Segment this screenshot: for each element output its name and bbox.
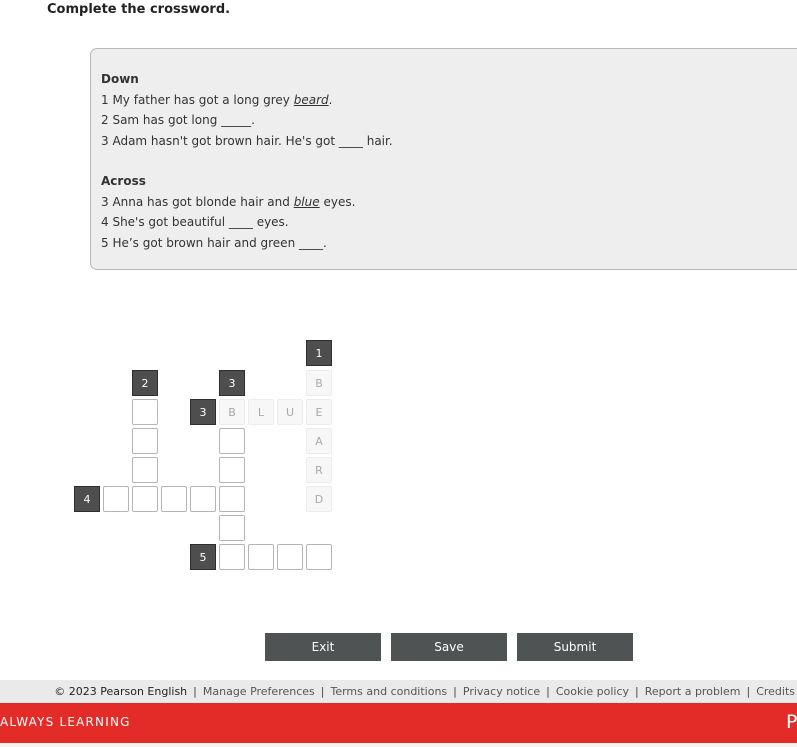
crossword-cell-input[interactable] bbox=[132, 399, 158, 425]
crossword-cell-filled: B bbox=[306, 370, 332, 396]
crossword-cell-input[interactable] bbox=[103, 486, 129, 512]
bottom-strip bbox=[0, 743, 797, 747]
credits-link[interactable]: Credits bbox=[756, 685, 795, 698]
copyright: © 2023 Pearson English bbox=[54, 685, 188, 698]
crossword-cell-input[interactable] bbox=[277, 544, 303, 570]
save-button[interactable]: Save bbox=[391, 633, 507, 661]
down-heading: Down bbox=[101, 72, 139, 86]
crossword-cell-filled: E bbox=[306, 399, 332, 425]
across-clue-5: 5 He’s got brown hair and green ____. bbox=[101, 235, 327, 250]
crossword-cell-input[interactable] bbox=[219, 457, 245, 483]
crossword-cell-input[interactable] bbox=[219, 515, 245, 541]
crossword-cell-input[interactable] bbox=[132, 457, 158, 483]
down-clue-1: 1 My father has got a long grey beard. bbox=[101, 92, 333, 107]
brand-tagline: ALWAYS LEARNING bbox=[0, 715, 131, 729]
manage-preferences-link[interactable]: Manage Preferences bbox=[202, 685, 315, 698]
number-cell-4-across: 4 bbox=[74, 486, 100, 512]
number-cell-2-down: 2 bbox=[132, 370, 158, 396]
crossword-cell-filled: B bbox=[219, 399, 245, 425]
number-cell-5-across: 5 bbox=[190, 544, 216, 570]
crossword-cell-input[interactable] bbox=[161, 486, 187, 512]
crossword-cell-input[interactable] bbox=[219, 428, 245, 454]
cookie-policy-link[interactable]: Cookie policy bbox=[555, 685, 630, 698]
privacy-link[interactable]: Privacy notice bbox=[462, 685, 541, 698]
number-cell-1-down: 1 bbox=[306, 340, 332, 366]
crossword-cell-filled: D bbox=[306, 486, 332, 512]
terms-link[interactable]: Terms and conditions bbox=[330, 685, 448, 698]
crossword-cell-input[interactable] bbox=[219, 544, 245, 570]
brand-bar bbox=[0, 703, 797, 743]
across-clue-4: 4 She's got beautiful ____ eyes. bbox=[101, 215, 289, 229]
across-heading: Across bbox=[101, 174, 146, 188]
pearson-logo: P bbox=[786, 711, 797, 733]
crossword-cell-filled: U bbox=[277, 399, 303, 425]
crossword-cell-filled: L bbox=[248, 399, 274, 425]
crossword-cell-input[interactable] bbox=[306, 544, 332, 570]
down-clue-1-answer: beard bbox=[293, 92, 329, 107]
crossword-cell-input[interactable] bbox=[132, 486, 158, 512]
submit-button[interactable]: Submit bbox=[517, 633, 633, 661]
down-clue-2: 2 Sam has got long _____. bbox=[101, 113, 255, 127]
across-clue-3: 3 Anna has got blonde hair and blue eyes. bbox=[101, 194, 356, 209]
number-cell-3-across: 3 bbox=[190, 399, 216, 425]
report-problem-link[interactable]: Report a problem bbox=[644, 685, 741, 698]
crossword-cell-filled: R bbox=[306, 457, 332, 483]
crossword-cell-input[interactable] bbox=[219, 486, 245, 512]
clue-panel bbox=[90, 48, 797, 270]
crossword-cell-input[interactable] bbox=[248, 544, 274, 570]
crossword-cell-input[interactable] bbox=[190, 486, 216, 512]
crossword-cell-filled: A bbox=[306, 428, 332, 454]
across-clue-3-answer: blue bbox=[293, 194, 320, 209]
down-clue-3: 3 Adam hasn't got brown hair. He's got ____ hair. bbox=[101, 133, 393, 148]
exit-button[interactable]: Exit bbox=[265, 633, 381, 661]
footer: © 2023 Pearson English | Manage Preferences | Terms and conditions | Privacy notice | Cookie policy | Report a problem | Credits bbox=[0, 680, 797, 703]
crossword-cell-input[interactable] bbox=[132, 428, 158, 454]
instruction-heading: Complete the crossword. bbox=[47, 2, 231, 17]
number-cell-3-down: 3 bbox=[219, 370, 245, 396]
